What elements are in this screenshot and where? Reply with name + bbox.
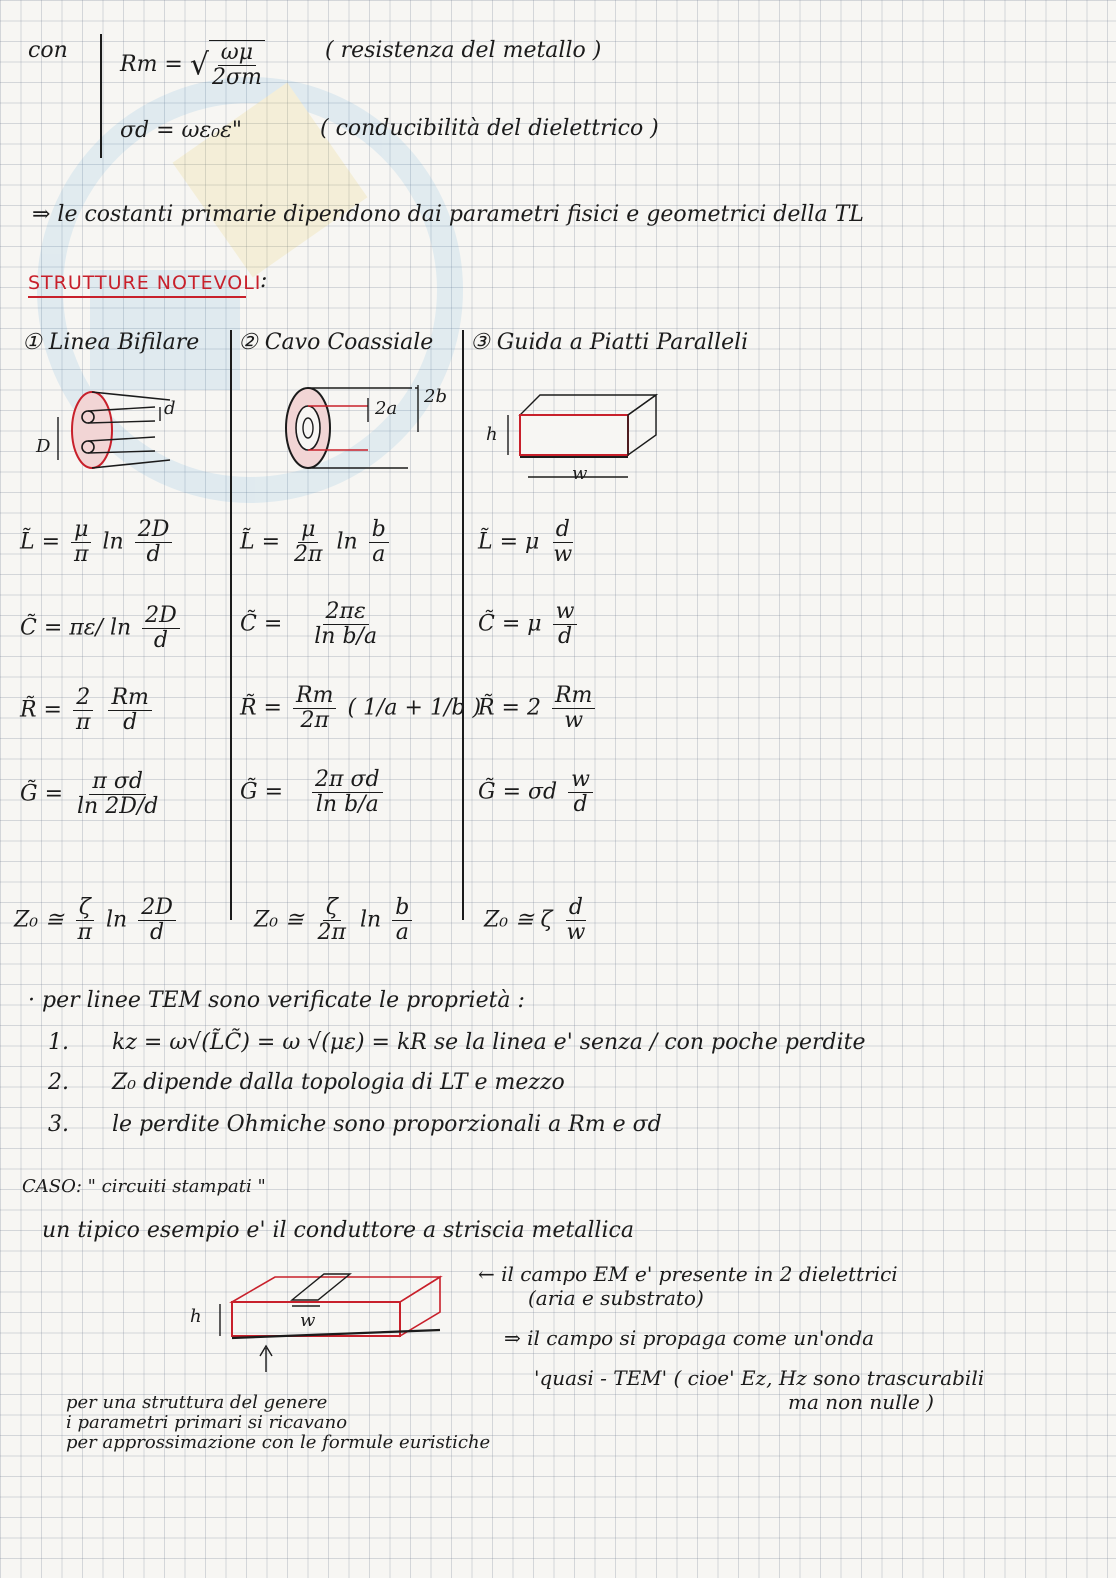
bifilare-C-den: d xyxy=(153,628,169,654)
coassiale-R-coef-den: 2π xyxy=(300,708,329,734)
coassiale-Z-den: a xyxy=(395,920,409,946)
caso-note-2: (aria e substrato) xyxy=(528,1286,704,1310)
caso-note-5: ma non nulle ) xyxy=(788,1390,934,1414)
piatti-C-num: w xyxy=(553,600,578,625)
sd-equation: σd = ωε₀ε" xyxy=(120,118,243,143)
piatti-G-den: d xyxy=(573,792,588,818)
bifilare-Z-ln: ln xyxy=(106,907,128,933)
piatti-C-formula xyxy=(478,600,581,649)
column-title-piatti: ③ Guida a Piatti Paralleli xyxy=(470,330,749,355)
system-brace xyxy=(100,34,110,158)
column-title-coassiale: ② Cavo Coassiale xyxy=(238,330,434,355)
coassiale-C-num: 2πε xyxy=(323,600,369,625)
piatti-R-den: w xyxy=(564,708,584,734)
bifilare-G-formula xyxy=(20,770,165,819)
coassiale-L-den: a xyxy=(372,542,386,568)
coassiale-Z-coef-den: 2π xyxy=(317,920,347,946)
rm-note: ( resistenza del metallo ) xyxy=(325,38,602,63)
bifilare-C-num: 2D xyxy=(142,604,180,629)
bifilare-C-formula xyxy=(20,604,184,653)
column-divider-2 xyxy=(462,330,464,920)
coassiale-L-coef-den: 2π xyxy=(294,542,323,568)
piatti-label-w: w xyxy=(572,463,588,484)
microstrip-label-h: h xyxy=(190,1306,202,1327)
caso-note-3: ⇒ il campo si propaga come un'onda xyxy=(504,1326,875,1350)
rm-equation: Rm = √ $\frac{\omega\mu}{2\sigma m}$ xyxy=(120,40,269,90)
bifilare-L-coef-num: μ xyxy=(71,518,91,543)
piatti-L-lhs: L̃ = μ xyxy=(478,529,540,555)
bifilare-L-lhs: L̃ = xyxy=(20,529,61,555)
caso-description: un tipico esempio e' il conduttore a striscia metallica xyxy=(42,1218,634,1243)
piatti-Z-den: w xyxy=(566,920,586,946)
bifilare-diagram xyxy=(30,385,220,485)
caso-bottom-3: per approssimazione con le formule euristiche xyxy=(66,1432,491,1453)
piatti-R-num: Rm xyxy=(552,684,595,709)
bifilare-Z-num: 2D xyxy=(138,896,176,921)
coassiale-G-lhs: G̃ = xyxy=(240,779,284,805)
caso-note-4: 'quasi - TEM' ( cioe' Ez, Hz sono trascurabili xyxy=(534,1366,985,1390)
piatti-C-den: d xyxy=(557,624,573,650)
column-divider-1 xyxy=(230,330,232,920)
piatti-R-lhs: R̃ = 2 xyxy=(478,695,541,721)
bifilare-Z-coef-num: ζ xyxy=(76,896,94,921)
bifilare-R-den: d xyxy=(123,710,138,736)
section-title-underline xyxy=(28,296,246,298)
coassiale-G-formula xyxy=(240,768,387,817)
piatti-Z-num: d xyxy=(566,896,586,921)
bifilare-Z-lhs: Z₀ ≅ xyxy=(14,907,64,933)
coassiale-C-lhs: C̃ = xyxy=(240,611,283,637)
piatti-G-formula xyxy=(478,768,597,817)
coassiale-R-lhs: R̃ = xyxy=(240,695,282,721)
rm-lhs: Rm = xyxy=(120,52,183,78)
coassiale-R-coef-num: Rm xyxy=(293,684,336,709)
piatti-L-formula xyxy=(478,518,579,567)
coassiale-C-den: ln b/a xyxy=(314,624,378,650)
bifilare-G-den: ln 2D/d xyxy=(77,794,159,820)
bifilare-Z-den: d xyxy=(150,920,165,946)
bifilare-L-num: 2D xyxy=(135,518,173,543)
coassiale-label-2b: 2b xyxy=(424,386,447,407)
coassiale-G-num: 2π σd xyxy=(312,768,383,793)
piatti-label-h: h xyxy=(486,424,498,445)
coassiale-Z-num: b xyxy=(392,896,412,921)
piatti-C-lhs: C̃ = μ xyxy=(478,611,542,637)
bifilare-Z-formula xyxy=(14,896,180,945)
con-label: con xyxy=(28,38,68,63)
piatti-L-den: w xyxy=(553,542,573,568)
bifilare-C-lhs: C̃ = πε/ xyxy=(20,615,103,641)
coassiale-Z-coef-num: ζ xyxy=(323,896,341,921)
bifilare-L-formula xyxy=(20,518,176,567)
bifilare-G-num: π σd xyxy=(89,770,146,795)
section-title: STRUTTURE NOTEVOLI xyxy=(28,272,262,294)
coassiale-R-formula xyxy=(240,684,481,733)
sd-note: ( conducibilità del dielettrico ) xyxy=(320,116,659,141)
tem-item-1-num: 1. xyxy=(48,1030,69,1055)
coassiale-L-coef-num: μ xyxy=(298,518,318,543)
microstrip-label-w: w xyxy=(300,1310,316,1331)
bifilare-R-formula xyxy=(20,686,156,735)
coassiale-L-num: b xyxy=(369,518,389,543)
coassiale-label-2a: 2a xyxy=(375,398,398,419)
coassiale-L-lhs: L̃ = xyxy=(240,529,281,555)
bifilare-R-lhs: R̃ = xyxy=(20,697,62,723)
bifilare-R-coef-den: π xyxy=(76,710,91,736)
caso-bottom-2: i parametri primari si ricavano xyxy=(66,1412,348,1433)
piatti-L-num: d xyxy=(553,518,573,543)
coassiale-C-formula xyxy=(240,600,384,649)
piatti-G-num: w xyxy=(568,768,593,793)
bifilare-R-coef-num: 2 xyxy=(73,686,93,711)
tem-item-3-text: le perdite Ohmiche sono proporzionali a Rm e σd xyxy=(112,1112,662,1137)
coassiale-L-ln: ln xyxy=(336,529,358,555)
bifilare-L-ln: ln xyxy=(102,529,124,555)
bifilare-G-lhs: G̃ = xyxy=(20,781,64,807)
coassiale-Z-lhs: Z₀ ≅ xyxy=(254,907,304,933)
piatti-Z-formula xyxy=(484,896,592,945)
bifilare-C-ln: ln xyxy=(109,615,132,641)
tem-item-1-text: kz = ω√(L̃C̃) = ω √(με) = kR se la linea e' senza / con poche perdite xyxy=(112,1030,866,1055)
tem-item-2-text: Z₀ dipende dalla topologia di LT e mezzo xyxy=(112,1070,565,1095)
bifilare-L-coef-den: π xyxy=(74,542,89,568)
bifilare-label-D: D xyxy=(36,436,51,457)
bifilare-Z-coef-den: π xyxy=(77,920,93,946)
caso-note-1: ← il campo EM e' presente in 2 dielettrici xyxy=(478,1262,898,1286)
rm-numerator: ωμ xyxy=(218,41,256,66)
caso-label: CASO: " circuiti stampati " xyxy=(22,1176,266,1197)
tem-item-3-num: 3. xyxy=(48,1112,69,1137)
bifilare-L-den: d xyxy=(146,542,161,568)
conclusion-text: ⇒ le costanti primarie dipendono dai parametri fisici e geometrici della TL xyxy=(32,202,864,227)
coassiale-L-formula xyxy=(240,518,393,567)
section-colon: : xyxy=(260,268,268,293)
coassiale-Z-ln: ln xyxy=(360,907,382,933)
bifilare-label-d: d xyxy=(164,398,176,419)
rm-denominator: 2σm xyxy=(211,65,262,91)
microstrip-diagram xyxy=(200,1272,480,1382)
tem-intro: · per linee TEM sono verificate le proprietà : xyxy=(28,988,525,1013)
bifilare-R-num: Rm xyxy=(108,686,151,711)
coassiale-G-den: ln b/a xyxy=(315,792,379,818)
piatti-G-lhs: G̃ = σd xyxy=(478,779,558,805)
piatti-Z-lhs: Z₀ ≅ ζ xyxy=(484,907,553,933)
caso-bottom-1: per una struttura del genere xyxy=(66,1392,328,1413)
tem-item-2-num: 2. xyxy=(48,1070,69,1095)
piatti-R-formula xyxy=(478,684,599,733)
coassiale-Z-formula xyxy=(254,896,416,945)
column-title-bifilare: ① Linea Bifilare xyxy=(22,330,200,355)
coassiale-R-paren: ( 1/a + 1/b ) xyxy=(347,695,482,721)
